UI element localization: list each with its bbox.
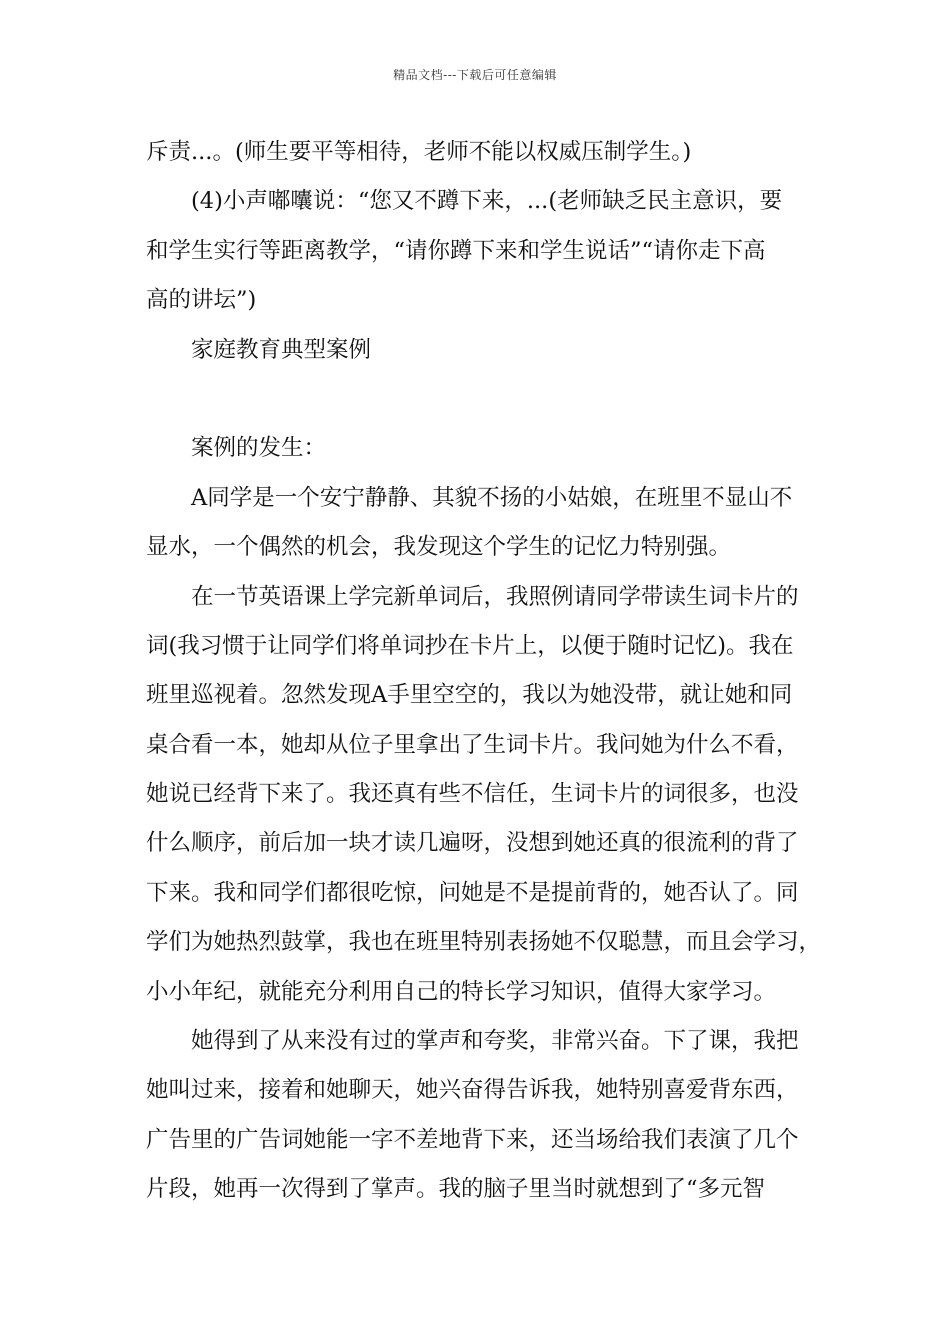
document-body bbox=[146, 128, 822, 1215]
text-line: 桌合看一本，她却从位子里拿出了生词卡片。我问她为什么不看， bbox=[146, 731, 799, 758]
text-line: 学们为她热烈鼓掌，我也在班里特别表扬她不仅聪慧，而且会学习， bbox=[146, 929, 822, 956]
text-line: 片段，她再一次得到了掌声。我的脑子里当时就想到了“多元智 bbox=[146, 1176, 766, 1203]
text-line: 在一节英语课上学完新单词后，我照例请同学带读生词卡片的 bbox=[191, 583, 799, 610]
text-line: 她得到了从来没有过的掌声和夸奖，非常兴奋。下了课，我把 bbox=[191, 1028, 799, 1055]
text-line: 什么顺序，前后加一块才读几遍呀，没想到她还真的很流利的背了 bbox=[146, 830, 799, 857]
text-line: 她叫过来，接着和她聊天，她兴奋得告诉我，她特别喜爱背东西， bbox=[146, 1077, 799, 1104]
text-line: (4)小声嘟囔说：“您又不蹲下来，...(老师缺乏民主意识，要 bbox=[191, 188, 783, 215]
text-line: 班里巡视着。忽然发现A手里空空的，我以为她没带，就让她和同 bbox=[146, 682, 793, 709]
section-title: 家庭教育典型案例 bbox=[191, 336, 372, 363]
page-header: 精品文档---下载后可任意编辑 bbox=[393, 68, 557, 82]
text-line: 小小年纪，就能充分利用自己的特长学习知识，值得大家学习。 bbox=[146, 978, 777, 1005]
text-line: 高的讲坛”) bbox=[146, 287, 257, 314]
subsection-heading: 案例的发生： bbox=[191, 435, 327, 462]
blank-line bbox=[146, 375, 822, 424]
text-line: 显水，一个偶然的机会，我发现这个学生的记忆力特别强。 bbox=[146, 534, 732, 561]
text-line: 下来。我和同学们都很吃惊，问她是不是提前背的，她否认了。同 bbox=[146, 879, 799, 906]
text-line: 词(我习惯于让同学们将单词抄在卡片上，以便于随时记忆)。我在 bbox=[146, 632, 794, 659]
text-line: 广告里的广告词她能一字不差地背下来，还当场给我们表演了几个 bbox=[146, 1126, 799, 1153]
text-line: A同学是一个安宁静静、其貌不扬的小姑娘，在班里不显山不 bbox=[191, 484, 793, 511]
text-line: 和学生实行等距离教学，“请你蹲下来和学生说话”“请你走下高 bbox=[146, 237, 766, 264]
text-line: 斥责...。(师生要平等相待，老师不能以权威压制学生。) bbox=[146, 139, 692, 165]
text-line: 她说已经背下来了。我还真有些不信任，生词卡片的词很多，也没 bbox=[146, 781, 799, 808]
